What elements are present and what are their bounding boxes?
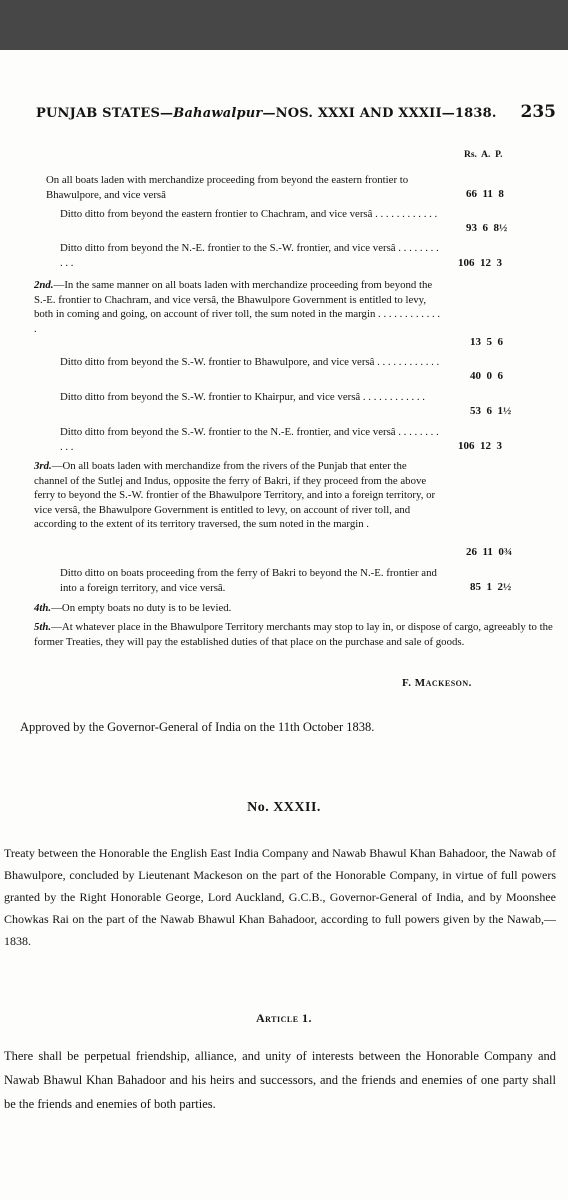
running-header (36, 104, 556, 128)
toll-entry: Ditto ditto from beyond the S.-W. frontier to Bhawulpore, and vice versâ . . . . . . . . . . . . (60, 356, 440, 368)
column-headings: Rs. A. P. (464, 150, 503, 160)
toll-entry: Ditto ditto on boats proceeding from the ferry of Bakri to beyond the N.-E. frontier and into a foreign territory, and vice versâ. (60, 567, 437, 594)
toll-value: 66 11 8 (466, 188, 504, 200)
toll-entry: Ditto ditto from beyond the S.-W. frontier to Khairpur, and vice versâ . . . . . . . . . . . . (60, 391, 425, 403)
toll-entry: Ditto ditto from beyond the N.-E. frontier to the S.-W. frontier, and vice versâ . . . . . . . . . . . (60, 242, 439, 269)
toll-entry: 3rd.—On all boats laden with merchandize from the rivers of the Punjab that enter the channel of the Sutlej and Indus, opposite the ferry of Bakri, if they proceed from the above ferry to beyond the S.-W. frontier of the Bhawulpore Territory, and into a foreign territory, or vice versâ, the Bhawulpore Government is entitled to levy, on account of river toll, and according to the extent of its territory traversed, the sum noted in the margin . (34, 460, 436, 530)
toll-value: 93 6 8½ (466, 222, 508, 234)
toll-value: 26 11 0¾ (466, 546, 513, 558)
header-title: PUNJAB STATES—Bahawalpur—NOS. XXXI AND XXXII—1838. (36, 106, 497, 121)
fourth-clause: 4th.—On empty boats no duty is to be levied. (34, 602, 232, 614)
toll-value: 40 0 6 (470, 370, 503, 382)
toll-value: 106 12 3 (458, 440, 502, 452)
toll-entry: 2nd.—In the same manner on all boats laden with merchandize proceeding from beyond the S.-E. frontier to Chachram, and vice versâ, the Bhawulpore Government is entitled to levy, both in coming and going, on account of river toll, the sum noted in the margin . . . . . . . . . . . . . (34, 279, 441, 335)
toll-value: 13 5 6 (470, 336, 503, 348)
article-heading: Article 1. (255, 1011, 313, 1025)
approval-note: Approved by the Governor-General of India on the 11th October 1838. (20, 720, 375, 734)
article-text: There shall be perpetual friendship, alliance, and unity of interests between the Honorable Company and Nawab Bhawul Khan Bahadoor and his heirs and successors, and the friends and enemies of one party shall be the friends and enemies of both parties. (4, 1049, 556, 1111)
toll-entry: On all boats laden with merchandize proceeding from beyond the eastern frontier to Bhawulpore, and vice versâ (46, 174, 409, 201)
signature: F. Mackeson. (402, 677, 472, 689)
treaty-preamble: Treaty between the Honorable the English East India Company and Nawab Bhawul Khan Bahadoor, the Nawab of Bhawulpore, concluded by Lieutenant Mackeson on the part of the Honorable Company, in virtue of full powers granted by the Right Honorable George, Lord Auckland, G.C.B., Governor-General of India, and by Moonshee Chowkas Rai on the part of the Nawab Bhawul Khan Bahadoor, according to full powers given by the Nawab,—1838. (4, 846, 556, 948)
toll-value: 106 12 3 (458, 257, 502, 269)
fifth-clause: 5th.—At whatever place in the Bhawulpore Territory merchants may stop to lay in, or dispose of cargo, agreeably to the former Treaties, they will pay the established duties of that place on the purchase and sale of goods. (34, 621, 553, 648)
treaty-number: No. XXXII. (247, 800, 321, 815)
toll-value: 53 6 1½ (470, 405, 512, 417)
page-number: 235 (520, 102, 556, 122)
toll-entry: Ditto ditto from beyond the eastern frontier to Chachram, and vice versâ . . . . . . . . . . . . (60, 208, 438, 220)
toll-entry: Ditto ditto from beyond the S.-W. frontier to the N.-E. frontier, and vice versâ . . . . . . . . . . . (60, 426, 439, 453)
top-bar (0, 0, 568, 50)
toll-value: 85 1 2½ (470, 581, 512, 593)
